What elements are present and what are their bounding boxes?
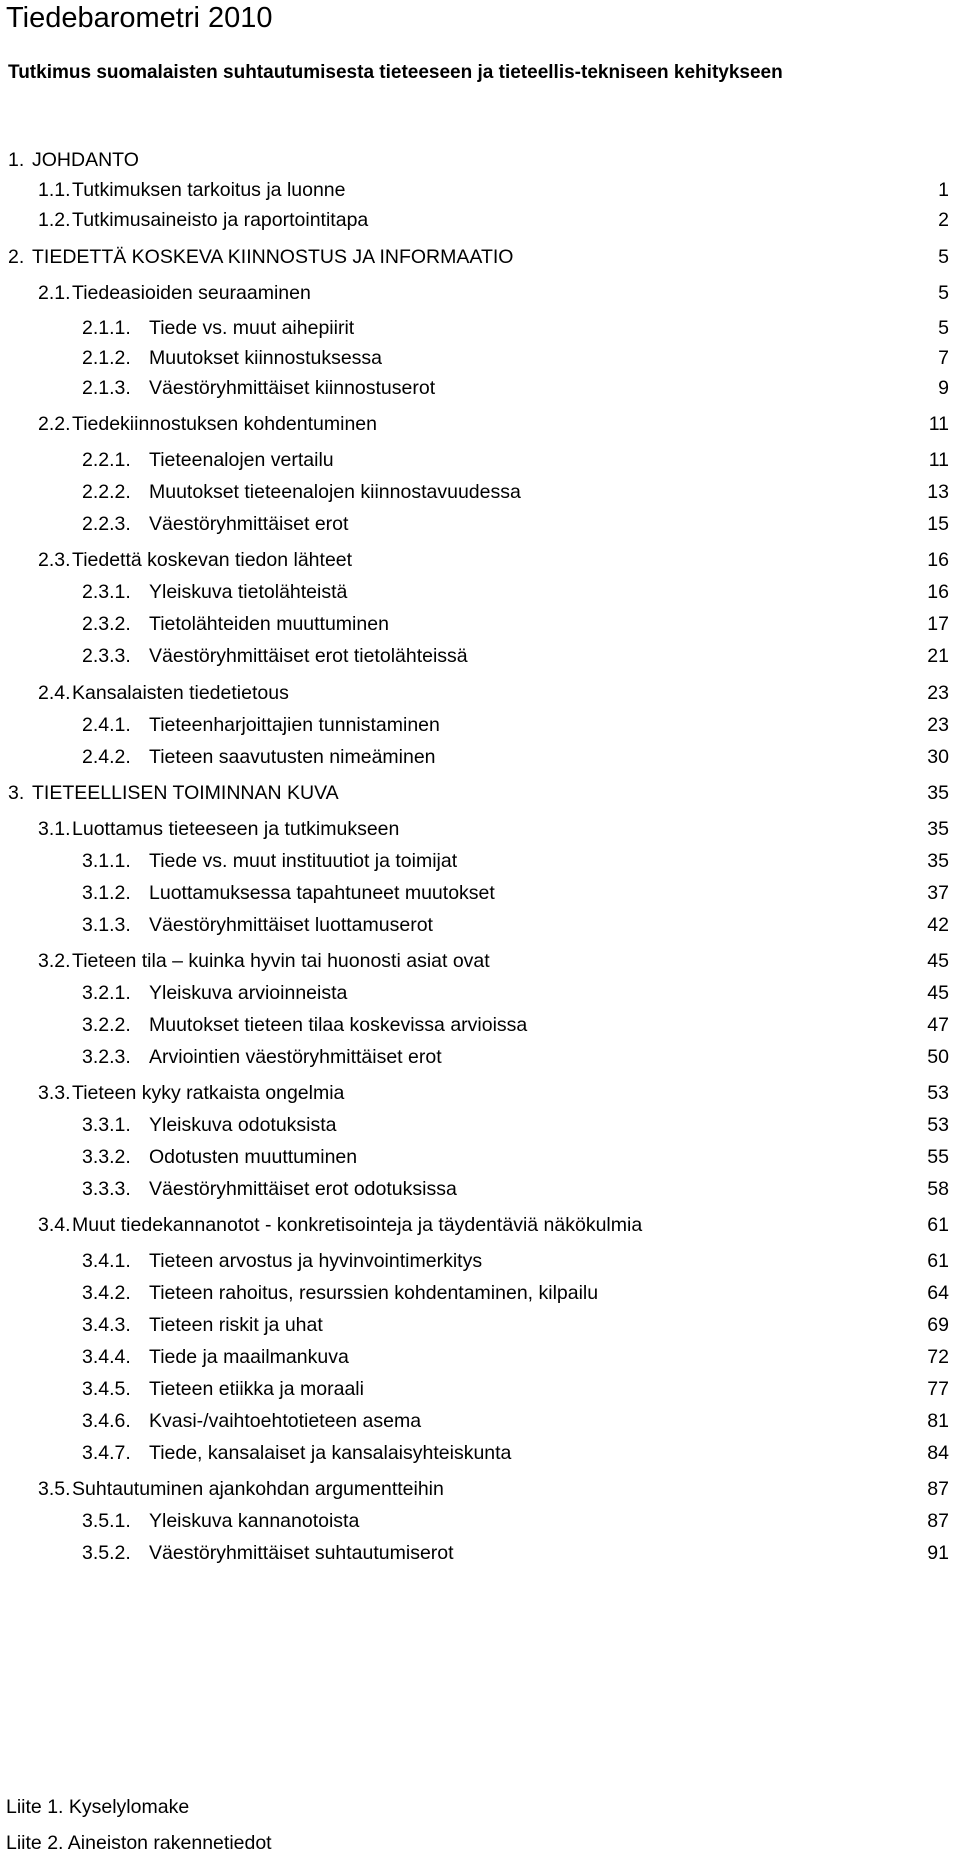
toc-entry-number: 2.3. [38,549,71,571]
toc-entry [0,678,960,708]
toc-entry-label: Tiede vs. muut instituutiot ja toimijat [149,850,458,872]
toc-entry-label: Väestöryhmittäiset erot odotuksissa [149,1178,457,1200]
toc-entry-label: Tutkimusaineisto ja raportointitapa [72,209,369,231]
toc-entry-page-number: 11 [928,449,949,471]
toc-entry-number: 2.1.1. [82,317,131,339]
toc-entry-label: Väestöryhmittäiset erot [149,513,349,535]
toc-entry-label: Tieteenalojen vertailu [149,449,334,471]
toc-entry [0,145,960,175]
toc-entry-number: 3.3. [38,1082,71,1104]
toc-entry-page-number: 72 [927,1346,949,1368]
toc-entry [0,445,960,475]
toc-entry [0,278,960,308]
toc-entry-number: 2.3.2. [82,613,131,635]
toc-entry-number: 3. [8,782,25,804]
toc-entry [0,978,960,1008]
toc-entry [0,477,960,507]
toc-entry-page-number: 15 [927,513,949,535]
toc-entry-page-number: 23 [927,682,949,704]
toc-entry-number: 2.2. [38,413,71,435]
toc-entry [0,205,960,235]
toc-entry [0,175,960,205]
toc-entry-number: 3.2.1. [82,982,131,1004]
toc-entry-number: 3.2. [38,950,71,972]
toc-entry-number: 2.1.3. [82,377,131,399]
toc-entry-number: 2.3.1. [82,581,131,603]
toc-entry-page-number: 61 [927,1250,949,1272]
toc-entry-label: Suhtautuminen ajankohdan argumentteihin [72,1478,444,1500]
toc-entry-label: Tiede, kansalaiset ja kansalaisyhteiskunta [149,1442,512,1464]
toc-entry-page-number: 35 [927,782,949,804]
toc-entry [0,373,960,403]
toc-entry-label: Muutokset kiinnostuksessa [149,347,383,369]
toc-entry [0,910,960,940]
toc-entry-page-number: 35 [927,818,949,840]
toc-entry-page-number: 58 [927,1178,949,1200]
toc-entry-label: Muut tiedekannanotot - konkretisointeja ja täydentäviä näkökulmia [72,1214,643,1236]
toc-entry-page-number: 21 [927,645,949,667]
toc-entry [0,1438,960,1468]
toc-entry-page-number: 45 [927,982,949,1004]
toc-entry-number: 3.3.1. [82,1114,131,1136]
toc-entry-page-number: 5 [938,317,949,339]
toc-entry-number: 3.1.2. [82,882,131,904]
toc-entry-number: 2.1. [38,282,71,304]
toc-entry-page-number: 5 [938,246,949,268]
toc-entry [0,1078,960,1108]
toc-entry-number: 1.1. [38,179,71,201]
toc-entry-label: Tieteen riskit ja uhat [149,1314,323,1336]
toc-entry-label: TIETEELLISEN TOIMINNAN KUVA [32,782,339,804]
toc-entry-page-number: 42 [927,914,949,936]
appendix-item: Liite 2. Aineiston rakennetiedot [6,1832,272,1854]
toc-entry-label: Kvasi-/vaihtoehtotieteen asema [149,1410,422,1432]
toc-entry [0,313,960,343]
toc-entry [0,343,960,373]
toc-entry-number: 2. [8,246,25,268]
toc-entry [0,710,960,740]
toc-entry-label: Luottamuksessa tapahtuneet muutokset [149,882,495,904]
toc-entry-label: Tieteen rahoitus, resurssien kohdentaminen, kilpailu [149,1282,599,1304]
toc-entry-number: 3.5. [38,1478,71,1500]
toc-entry [0,1174,960,1204]
toc-entry [0,1506,960,1536]
toc-entry-page-number: 53 [927,1082,949,1104]
toc-entry [0,609,960,639]
toc-entry-page-number: 91 [927,1542,949,1564]
toc-entry-label: Kansalaisten tiedetietous [72,682,289,704]
toc-entry-page-number: 37 [927,882,949,904]
toc-entry [0,1042,960,1072]
toc-entry [0,1342,960,1372]
toc-entry-page-number: 45 [927,950,949,972]
toc-entry-label: JOHDANTO [32,149,139,171]
toc-entry-number: 3.2.3. [82,1046,131,1068]
toc-entry-number: 3.3.2. [82,1146,131,1168]
toc-entry-label: Tieteenharjoittajien tunnistaminen [149,714,440,736]
toc-entry-number: 3.4.7. [82,1442,131,1464]
toc-entry [0,1246,960,1276]
toc-entry-number: 3.4. [38,1214,71,1236]
toc-entry-label: Väestöryhmittäiset erot tietolähteissä [149,645,468,667]
toc-entry-number: 3.4.4. [82,1346,131,1368]
toc-entry-label: Luottamus tieteeseen ja tutkimukseen [72,818,400,840]
toc-entry-label: TIEDETTÄ KOSKEVA KIINNOSTUS JA INFORMAATIO [32,246,514,268]
toc-entry-number: 3.4.1. [82,1250,131,1272]
toc-entry-page-number: 64 [927,1282,949,1304]
toc-entry-label: Tiede vs. muut aihepiirit [149,317,355,339]
toc-entry-number: 1. [8,149,25,171]
toc-entry [0,778,960,808]
toc-entry-number: 3.4.5. [82,1378,131,1400]
toc-entry-page-number: 84 [927,1442,949,1464]
toc-entry-number: 3.5.1. [82,1510,131,1532]
toc-entry [0,1374,960,1404]
toc-entry-page-number: 30 [927,746,949,768]
toc-entry-label: Tieteen etiikka ja moraali [149,1378,364,1400]
toc-entry [0,545,960,575]
toc-entry [0,878,960,908]
toc-entry-page-number: 50 [927,1046,949,1068]
toc-entry-number: 2.4. [38,682,71,704]
toc-entry [0,641,960,671]
toc-entry-page-number: 69 [927,1314,949,1336]
toc-entry-number: 3.2.2. [82,1014,131,1036]
toc-entry-label: Muutokset tieteenalojen kiinnostavuudessa [149,481,521,503]
toc-entry-number: 3.4.3. [82,1314,131,1336]
toc-entry-label: Tieteen tila – kuinka hyvin tai huonosti asiat ovat [72,950,490,972]
toc-entry-number: 3.1.1. [82,850,131,872]
toc-entry-label: Tieteen saavutusten nimeäminen [149,746,436,768]
toc-entry-label: Muutokset tieteen tilaa koskevissa arvioissa [149,1014,528,1036]
toc-entry [0,1110,960,1140]
toc-entry-page-number: 13 [927,481,949,503]
toc-entry-page-number: 87 [927,1478,949,1500]
toc-entry [0,946,960,976]
toc-entry-number: 3.5.2. [82,1542,131,1564]
toc-entry-page-number: 55 [927,1146,949,1168]
toc-entry-page-number: 16 [927,581,949,603]
toc-entry-number: 3.4.6. [82,1410,131,1432]
appendix-item: Liite 1. Kyselylomake [6,1796,190,1818]
toc-entry-label: Tiede ja maailmankuva [149,1346,349,1368]
toc-entry-label: Väestöryhmittäiset kiinnostuserot [149,377,436,399]
toc-entry-number: 3.1. [38,818,71,840]
toc-entry-label: Arviointien väestöryhmittäiset erot [149,1046,442,1068]
toc-entry-number: 2.3.3. [82,645,131,667]
toc-entry-number: 2.1.2. [82,347,131,369]
toc-entry [0,577,960,607]
toc-entry [0,1278,960,1308]
toc-entry [0,1406,960,1436]
toc-entry-page-number: 81 [927,1410,949,1432]
toc-entry-page-number: 53 [927,1114,949,1136]
toc-entry-number: 1.2. [38,209,71,231]
toc-entry-label: Väestöryhmittäiset suhtautumiserot [149,1542,454,1564]
toc-entry [0,1310,960,1340]
toc-entry-page-number: 23 [927,714,949,736]
toc-entry-page-number: 9 [938,377,949,399]
document-subtitle: Tutkimus suomalaisten suhtautumisesta tieteeseen ja tieteellis-tekniseen kehitykseen [8,62,783,83]
toc-entry [0,1010,960,1040]
toc-entry-label: Yleiskuva tietolähteistä [149,581,348,603]
toc-entry [0,509,960,539]
toc-entry-page-number: 17 [927,613,949,635]
toc-entry-label: Tietolähteiden muuttuminen [149,613,389,635]
toc-entry-number: 3.1.3. [82,914,131,936]
toc-entry-page-number: 35 [927,850,949,872]
toc-entry-label: Tutkimuksen tarkoitus ja luonne [72,179,346,201]
toc-entry-page-number: 7 [938,347,949,369]
toc-entry-label: Tiedeasioiden seuraaminen [72,282,311,304]
toc-entry-number: 2.2.2. [82,481,131,503]
toc-entry-label: Yleiskuva kannanotoista [149,1510,360,1532]
toc-entry [0,814,960,844]
toc-entry-number: 3.3.3. [82,1178,131,1200]
toc-entry-page-number: 61 [927,1214,949,1236]
toc-entry-page-number: 5 [938,282,949,304]
toc-entry-label: Tiedettä koskevan tiedon lähteet [72,549,353,571]
toc-entry-number: 2.4.1. [82,714,131,736]
toc-entry-page-number: 16 [927,549,949,571]
document-title: Tiedebarometri 2010 [6,2,273,34]
toc-entry-number: 2.4.2. [82,746,131,768]
toc-entry-label: Väestöryhmittäiset luottamuserot [149,914,433,936]
toc-entry-label: Tieteen kyky ratkaista ongelmia [72,1082,345,1104]
toc-entry [0,242,960,272]
toc-entry-label: Yleiskuva odotuksista [149,1114,337,1136]
toc-entry-label: Yleiskuva arvioinneista [149,982,348,1004]
toc-entry [0,846,960,876]
toc-entry-page-number: 11 [928,413,949,435]
toc-entry [0,742,960,772]
toc-entry-page-number: 2 [938,209,949,231]
toc-entry-number: 2.2.3. [82,513,131,535]
toc-entry-page-number: 77 [927,1378,949,1400]
toc-entry-label: Tieteen arvostus ja hyvinvointimerkitys [149,1250,483,1272]
toc-entry [0,409,960,439]
toc-entry-label: Tiedekiinnostuksen kohdentuminen [72,413,377,435]
toc-entry-page-number: 87 [927,1510,949,1532]
toc-entry [0,1210,960,1240]
toc-entry [0,1142,960,1172]
toc-entry-page-number: 1 [938,179,949,201]
toc-entry [0,1474,960,1504]
toc-entry [0,1538,960,1568]
toc-entry-label: Odotusten muuttuminen [149,1146,358,1168]
toc-entry-number: 2.2.1. [82,449,131,471]
toc-entry-page-number: 47 [927,1014,949,1036]
toc-entry-number: 3.4.2. [82,1282,131,1304]
